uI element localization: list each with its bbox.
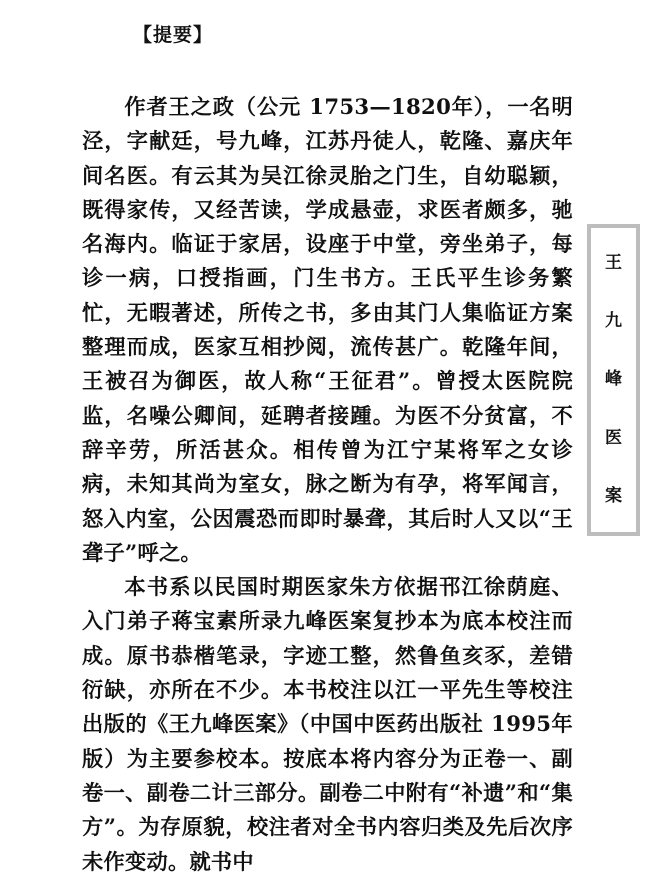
side-tab-char: 案 xyxy=(605,486,622,507)
side-tab-char: 王 xyxy=(605,252,622,273)
side-title-tab-inner xyxy=(591,228,636,532)
side-tab-char: 医 xyxy=(605,427,622,448)
paragraph-2: 本书系以民国时期医家朱方依据邗江徐荫庭、入门弟子蒋宝素所录九峰医案复抄本为底本校注而成。原书恭楷笔录，字迹工整，然鲁鱼亥豕，差错衍缺，亦所在不少。本书校注以江一平先生等校注出版的《王九峰医案》（中国中医药出版社 1995年版）为主要参校本。按底本将内容分为正卷一、副卷一、副卷二计三部分。副卷二中附有“补遗”和“集方”。为存原貌，校注者对全书内容归类及先后次序未作变动。就书中 xyxy=(82,574,573,874)
section-heading: 【提要】 xyxy=(133,24,214,46)
body-text xyxy=(82,90,573,879)
side-tab-char: 九 xyxy=(605,311,622,332)
side-tab-char: 峰 xyxy=(605,369,622,390)
paragraph-1: 作者王之政（公元 1753—1820年），一名明泾，字献廷，号九峰，江苏丹徒人，乾隆、嘉庆年间名医。有云其为吴江徐灵胎之门生，自幼聪颖，既得家传，又经苦读，学成悬壶，求医者颇多，驰名海内。临证于家居，设座于中堂，旁坐弟子，每诊一病，口授指画，门生书方。王氏平生诊务繁忙，无暇著述，所传之书，多由其门人集临证方案整理而成，医家互相抄阅，流传甚广。乾隆年间，王被召为御医，故人称“王征君”。曾授太医院院监，名噪公卿间，延聘者接踵。为医不分贫富，不辞辛劳，所活甚众。相传曾为江宁某将军之女诊病，未知其尚为室女，脉之断为有孕，将军闻言，怒入内室，公因震恐而即时暴聋，其后时人又以“王聋子”呼之。 xyxy=(82,94,573,565)
side-title-tab xyxy=(587,224,640,536)
